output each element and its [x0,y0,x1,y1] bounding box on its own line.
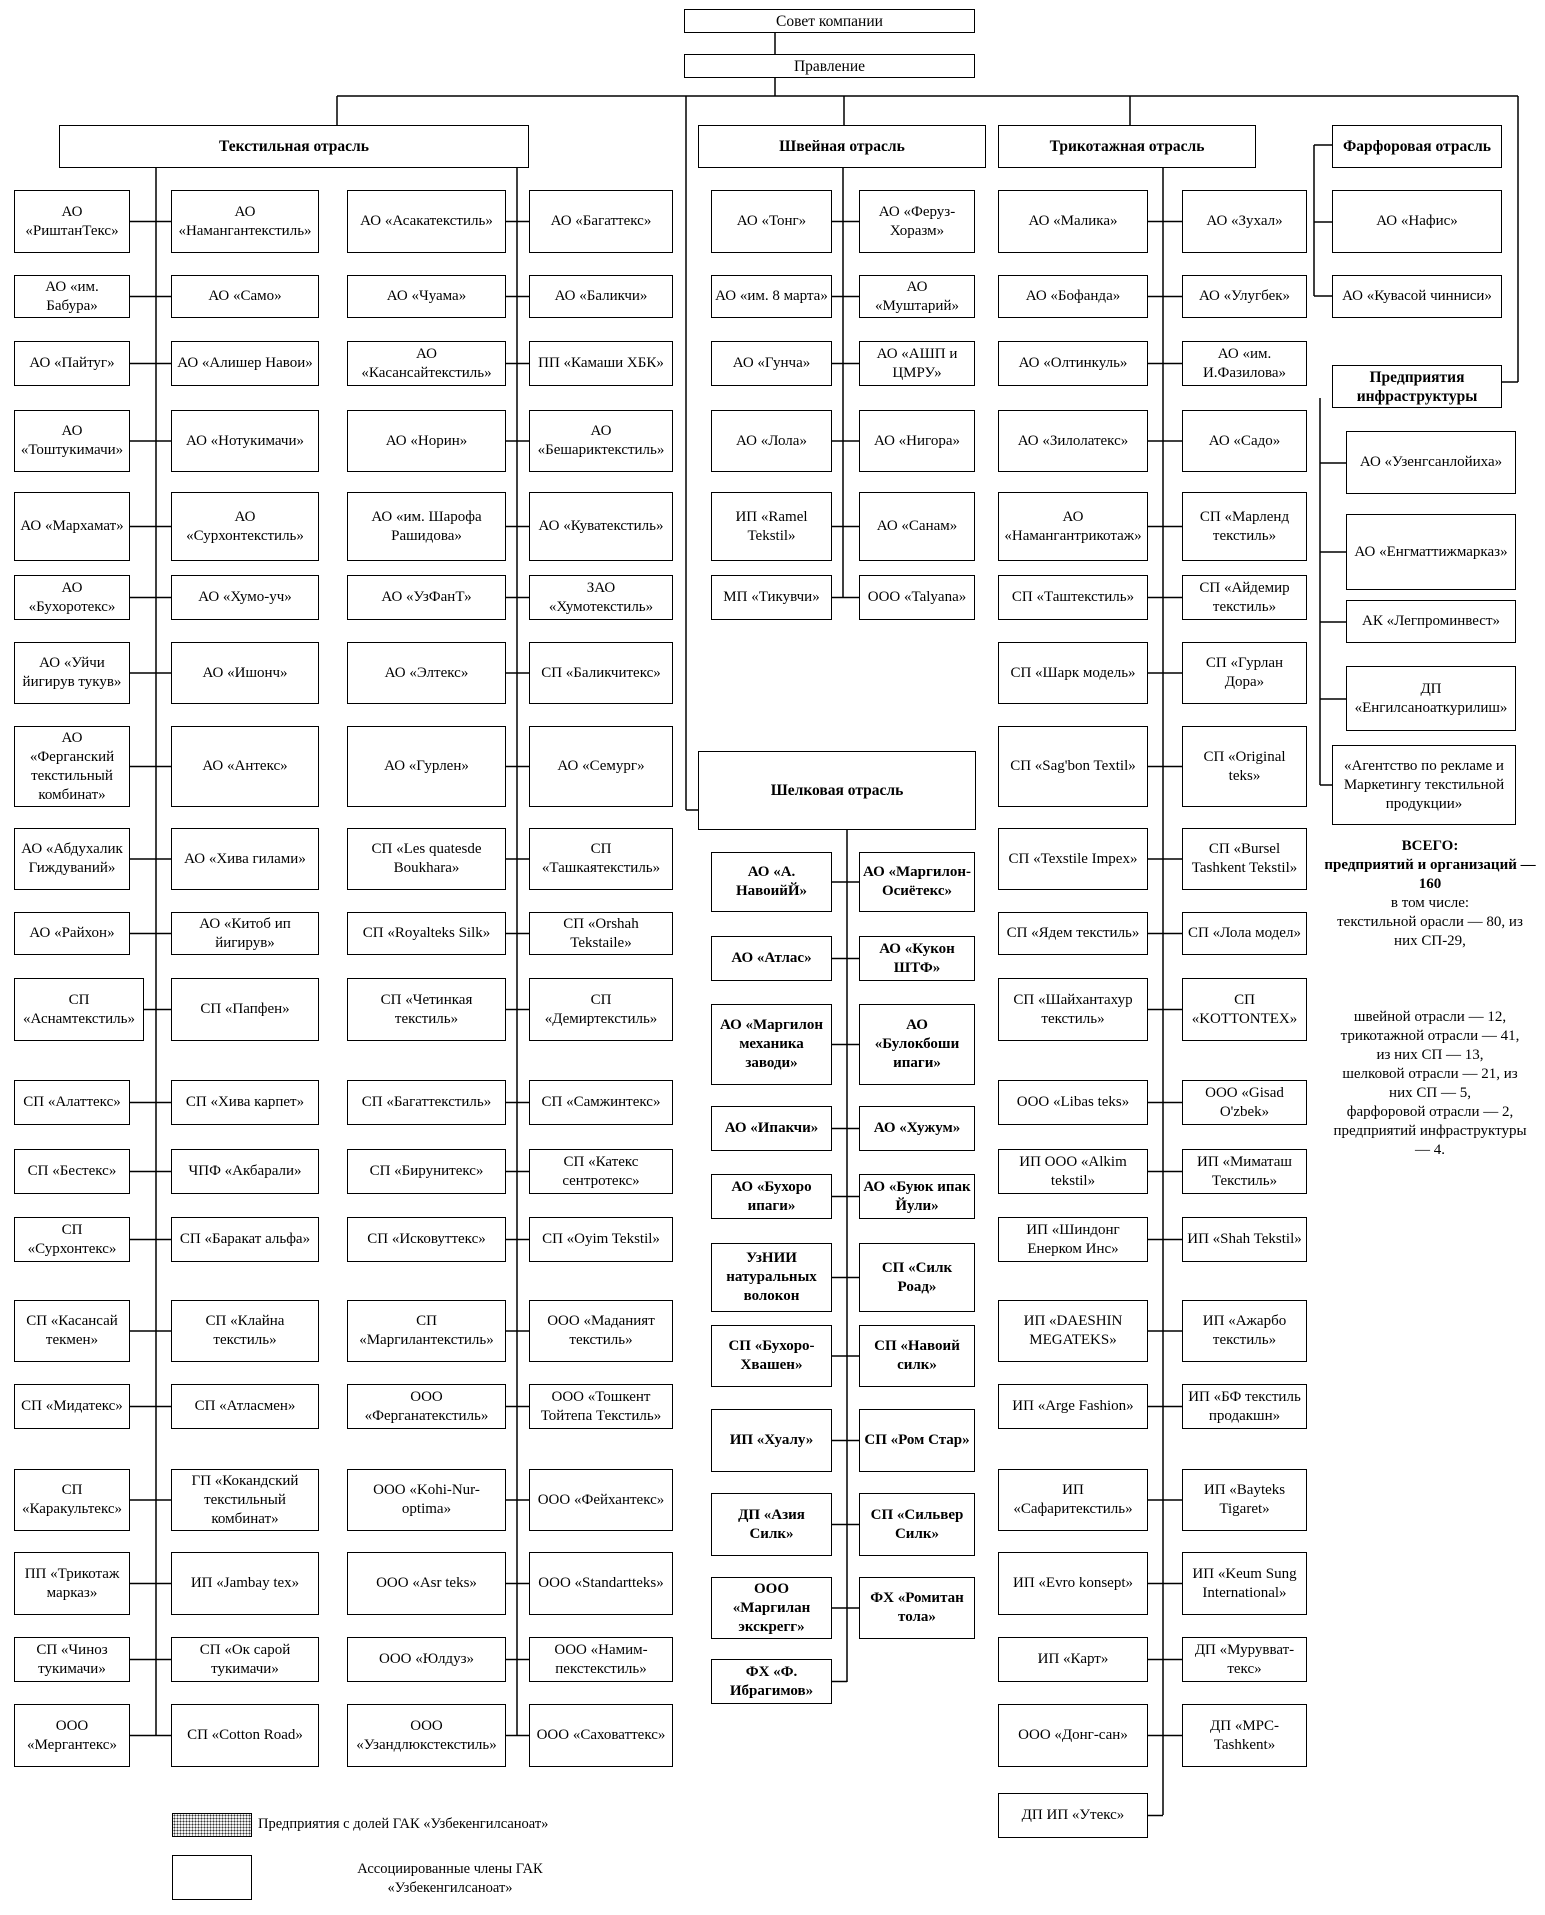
enterprise-box: СП «Bursel Tashkent Tekstil» [1182,828,1307,890]
enterprise-box: ДП «Енгилсаноаткурилиш» [1346,666,1516,731]
summary-line: трикотажной отрасли — 41, [1340,1028,1520,1044]
enterprise-box: ИП «Arge Fashion» [998,1384,1148,1429]
enterprise-box: АО «Садо» [1182,410,1307,472]
enterprise-box: СП «Лола модел» [1182,912,1307,955]
summary-total: предприятий и организаций — 160 [1324,857,1536,892]
enterprise-box: АО «им. Шарофа Рашидова» [347,492,506,561]
enterprise-box: ЗАО «Хумотекстиль» [529,575,673,620]
enterprise-box: АО «Бофанда» [998,275,1148,318]
enterprise-box: ИП «Shah Tekstil» [1182,1217,1307,1262]
enterprise-box: АО «Алишер Навои» [171,341,319,386]
enterprise-box: ООО «Маргилан экскрегг» [711,1577,832,1639]
enterprise-box: АО «РиштанТекс» [14,190,130,253]
enterprise-box: ДП «MPC-Tashkent» [1182,1704,1307,1767]
enterprise-box: СП «Силк Роад» [859,1243,975,1312]
enterprise-box: СП «Original teks» [1182,726,1307,807]
enterprise-box: СП «Клайна текстиль» [171,1300,319,1362]
enterprise-box: АО «Тонг» [711,190,832,253]
enterprise-box: АО «Куватекстиль» [529,492,673,561]
enterprise-box: АО «Райхон» [14,912,130,955]
enterprise-box: СП «Катекс сентротекс» [529,1149,673,1194]
enterprise-box: АО «Буюк ипак Йули» [859,1174,975,1219]
enterprise-box: ООО «Узандлюкстекстиль» [347,1704,506,1767]
enterprise-box: СП «Cotton Road» [171,1704,319,1767]
enterprise-box: АО «Нотукимачи» [171,410,319,472]
enterprise-box: АО «УзФанТ» [347,575,506,620]
enterprise-box: СП «Бирунитекс» [347,1149,506,1194]
enterprise-box: АО «Баликчи» [529,275,673,318]
enterprise-box: АО «АШП и ЦМРУ» [859,341,975,386]
enterprise-box: ИП «Хуалу» [711,1409,832,1472]
enterprise-box: АО «Абдухалик Гиждуваний» [14,828,130,890]
enterprise-box: ИП «Jambay tex» [171,1552,319,1615]
enterprise-box: ООО «Донг-сан» [998,1704,1148,1767]
enterprise-box: ИП «Ramel Tekstil» [711,492,832,561]
enterprise-box: СП «Баликчитекс» [529,642,673,704]
enterprise-box: АО «Ипакчи» [711,1106,832,1151]
enterprise-box: СП «Les quatesde Boukhara» [347,828,506,890]
legend-plain-label: Ассоциированные члены ГАК «Узбекенгилсаноат» [357,1861,543,1896]
enterprise-box: АО «Хива гилами» [171,828,319,890]
enterprise-box: АО «Узенгсанлойиха» [1346,431,1516,494]
enterprise-box: ООО «Намим-пекстекстиль» [529,1637,673,1682]
enterprise-box: АО «Атлас» [711,936,832,981]
enterprise-box: ФХ «Ромитан тола» [859,1577,975,1639]
branch-sewing: Швейная отрасль [698,125,986,168]
enterprise-box: АО «Нафис» [1332,190,1502,253]
enterprise-box: АО «Антекс» [171,726,319,807]
enterprise-box: АО «Багаттекс» [529,190,673,253]
enterprise-box: ООО «Юлдуз» [347,1637,506,1682]
enterprise-box: АО «Семург» [529,726,673,807]
enterprise-box: АО «Сурхонтекстиль» [171,492,319,561]
summary-line: предприятий инфраструктуры [1333,1123,1527,1139]
enterprise-box: СП «Сурхонтекс» [14,1217,130,1262]
enterprise-box: АО «Маргилон механика заводи» [711,1004,832,1085]
enterprise-box: АО «Санам» [859,492,975,561]
enterprise-box: АО «Хумо-уч» [171,575,319,620]
enterprise-box: АО «Гурлен» [347,726,506,807]
enterprise-box: СП «Ром Стар» [859,1409,975,1472]
enterprise-box: СП «Навоий силк» [859,1325,975,1387]
branch-infrastructure: Предприятия инфраструктуры [1332,365,1502,408]
enterprise-box: АО «Асакатекстиль» [347,190,506,253]
enterprise-box: АО «Элтекс» [347,642,506,704]
enterprise-box: СП «Айдемир текстиль» [1182,575,1307,620]
enterprise-box: ООО «Фейхантекс» [529,1469,673,1531]
enterprise-box: ООО «Libas teks» [998,1080,1148,1125]
enterprise-box: АО «Бешариктекстиль» [529,410,673,472]
enterprise-box: АО «Улугбек» [1182,275,1307,318]
enterprise-box: СП «Касансай текмен» [14,1300,130,1362]
enterprise-box: АО «Пайтуг» [14,341,130,386]
enterprise-box: АО «Намангантекстиль» [171,190,319,253]
enterprise-box: ИП ООО «Alkim tekstil» [998,1149,1148,1194]
enterprise-box: СП «Маргилантекстиль» [347,1300,506,1362]
enterprise-box: ДП «Азия Силк» [711,1493,832,1556]
enterprise-box: СП «Texstile Impex» [998,828,1148,890]
enterprise-box: ИП «Шиндонг Енерком Инс» [998,1217,1148,1262]
enterprise-box: ФХ «Ф. Ибрагимов» [711,1659,832,1704]
enterprise-box: СП «Бестекс» [14,1149,130,1194]
enterprise-box: АО «им. Бабура» [14,275,130,318]
enterprise-box: АО «Касансайтекстиль» [347,341,506,386]
enterprise-box: СП «Хива карпет» [171,1080,319,1125]
enterprise-box: АО «Намангантрикотаж» [998,492,1148,561]
enterprise-box: СП «Мидатекс» [14,1384,130,1429]
enterprise-box: СП «Багаттекстиль» [347,1080,506,1125]
enterprise-box: ПП «Камаши ХБК» [529,341,673,386]
enterprise-box: СП «Шайхантахур текстиль» [998,978,1148,1041]
board-box: Правление [684,54,975,78]
enterprise-box: СП «Oyim Tekstil» [529,1217,673,1262]
enterprise-box: СП «Демиртекстиль» [529,978,673,1041]
enterprise-box: АО «им. 8 марта» [711,275,832,318]
enterprise-box: ООО «Тошкент Тойтепа Текстиль» [529,1384,673,1429]
summary-block [1315,837,1545,1160]
enterprise-box: АО «Зухал» [1182,190,1307,253]
enterprise-box: АО «Малика» [998,190,1148,253]
enterprise-box: СП «Каракультекс» [14,1469,130,1531]
legend-hatched-label: Предприятия с долей ГАК «Узбекенгилсаноат» [258,1816,549,1832]
enterprise-box: СП «Аснамтекстиль» [14,978,144,1041]
enterprise-box: ИП «Сафаритекстиль» [998,1469,1148,1531]
enterprise-box: АО «Ишонч» [171,642,319,704]
summary-line: — 4. [1415,1142,1445,1158]
enterprise-box: АО «А. НавоийЙ» [711,852,832,912]
enterprise-box: АО «Олтинкуль» [998,341,1148,386]
summary-line: шелковой отрасли — 21, из [1342,1066,1518,1082]
enterprise-box: ДП «Мурувват-текс» [1182,1637,1307,1682]
enterprise-box: СП «Orshah Tekstaile» [529,912,673,955]
enterprise-box: АО «Маргилон-Осиётекс» [859,852,975,912]
summary-line: из них СП — 13, [1376,1047,1484,1063]
summary-title: ВСЕГО: [1401,838,1459,854]
enterprise-box: СП «Sag'bon Textil» [998,726,1148,807]
enterprise-box: АО «Нигора» [859,410,975,472]
enterprise-box: ЧПФ «Акбарали» [171,1149,319,1194]
legend-hatched-swatch [172,1813,252,1837]
enterprise-box: СП «Ташкаятекстиль» [529,828,673,890]
enterprise-box: АО «Уйчи йигирув тукув» [14,642,130,704]
enterprise-box: ИП «Ажарбо текстиль» [1182,1300,1307,1362]
enterprise-box: СП «Исковуттекс» [347,1217,506,1262]
enterprise-box: МП «Тикувчи» [711,575,832,620]
enterprise-box: ООО «Kohi-Nur-optima» [347,1469,506,1531]
enterprise-box: АО «Лола» [711,410,832,472]
summary-line: текстильной орасли — 80, из [1337,914,1523,930]
enterprise-box: СП «Папфен» [171,978,319,1041]
branch-textile: Текстильная отрасль [59,125,529,168]
enterprise-box: ООО «Саховаттекс» [529,1704,673,1767]
enterprise-box: ООО «Ферганатекстиль» [347,1384,506,1429]
enterprise-box: ООО «Asr teks» [347,1552,506,1615]
enterprise-box: ИП «Keum Sung International» [1182,1552,1307,1615]
enterprise-box: СП «Бухоро-Хвашен» [711,1325,832,1387]
branch-porcelain: Фарфоровая отрасль [1332,125,1502,168]
enterprise-box: УзНИИ натуральных волокон [711,1243,832,1312]
enterprise-box: СП «Чиноз тукимачи» [14,1637,130,1682]
enterprise-box: АО «им. И.Фазилова» [1182,341,1307,386]
branch-silk: Шелковая отрасль [698,751,976,830]
enterprise-box: ГП «Кокандский текстильный комбинат» [171,1469,319,1531]
enterprise-box: АО «Бухоротекс» [14,575,130,620]
enterprise-box: СП «Сильвер Силк» [859,1493,975,1556]
enterprise-box: АО «Чуама» [347,275,506,318]
enterprise-box: АО «Китоб ип йигирув» [171,912,319,955]
council-box: Совет компании [684,9,975,33]
enterprise-box: АО «Булокбоши ипаги» [859,1004,975,1085]
enterprise-box: АО «Кукон ШТФ» [859,936,975,981]
enterprise-box: СП «Ок сарой тукимачи» [171,1637,319,1682]
enterprise-box: СП «Атласмен» [171,1384,319,1429]
legend-plain-swatch [172,1855,252,1900]
enterprise-box: ООО «Маданият текстиль» [529,1300,673,1362]
summary-line: в том числе: [1390,895,1470,911]
enterprise-box: ООО «Talyana» [859,575,975,620]
enterprise-box: СП «Шарк модель» [998,642,1148,704]
enterprise-box: СП «Самжинтекс» [529,1080,673,1125]
enterprise-box: АО «Кувасой чинниси» [1332,275,1502,318]
enterprise-box: ООО «Мергантекс» [14,1704,130,1767]
enterprise-box: ИП «Миматаш Текстиль» [1182,1149,1307,1194]
enterprise-box: ИП «Evro konsept» [998,1552,1148,1615]
enterprise-box: СП «Таштекстиль» [998,575,1148,620]
enterprise-box: СП «Алаттекс» [14,1080,130,1125]
enterprise-box: АО «Зилолатекс» [998,410,1148,472]
enterprise-box: АО «Бухоро ипаги» [711,1174,832,1219]
enterprise-box: ООО «Gisad O'zbek» [1182,1080,1307,1125]
enterprise-box: СП «Марленд текстиль» [1182,492,1307,561]
branch-knitting: Трикотажная отрасль [998,125,1256,168]
enterprise-box: АО «Гунча» [711,341,832,386]
enterprise-box: СП «KOTTONTEX» [1182,978,1307,1041]
enterprise-box: АО «Хужум» [859,1106,975,1151]
enterprise-box: ДП ИП «Утекс» [998,1793,1148,1838]
enterprise-box: АО «Тоштукимачи» [14,410,130,472]
enterprise-box: АО «Феруз-Хоразм» [859,190,975,253]
enterprise-box: АО «Норин» [347,410,506,472]
enterprise-box: АК «Легпроминвест» [1346,600,1516,643]
enterprise-box: АО «Мархамат» [14,492,130,561]
summary-line: швейной отрасли — 12, [1353,1009,1507,1025]
enterprise-box: АО «Ферганский текстильный комбинат» [14,726,130,807]
enterprise-box: ПП «Трикотаж марказ» [14,1552,130,1615]
enterprise-box: АО «Енгматтижмарказ» [1346,514,1516,590]
enterprise-box: АО «Муштарий» [859,275,975,318]
summary-line: них СП — 5, [1389,1085,1471,1101]
enterprise-box: ИП «Bayteks Tigaret» [1182,1469,1307,1531]
enterprise-box: СП «Гурлан Дора» [1182,642,1307,704]
summary-line: фарфоровой отрасли — 2, [1346,1104,1514,1120]
enterprise-box: СП «Четинкая текстиль» [347,978,506,1041]
enterprise-box: СП «Баракат альфа» [171,1217,319,1262]
enterprise-box: СП «Royalteks Silk» [347,912,506,955]
enterprise-box: ИП «DAESHIN MEGATEKS» [998,1300,1148,1362]
enterprise-box: «Агентство по рекламе и Маркетингу текстильной продукции» [1332,745,1516,825]
enterprise-box: ООО «Standartteks» [529,1552,673,1615]
summary-line: них СП-29, [1394,933,1466,949]
enterprise-box: ИП «Карт» [998,1637,1148,1682]
enterprise-box: ИП «БФ текстиль продакшн» [1182,1384,1307,1429]
enterprise-box: СП «Ядем текстиль» [998,912,1148,955]
enterprise-box: АО «Само» [171,275,319,318]
